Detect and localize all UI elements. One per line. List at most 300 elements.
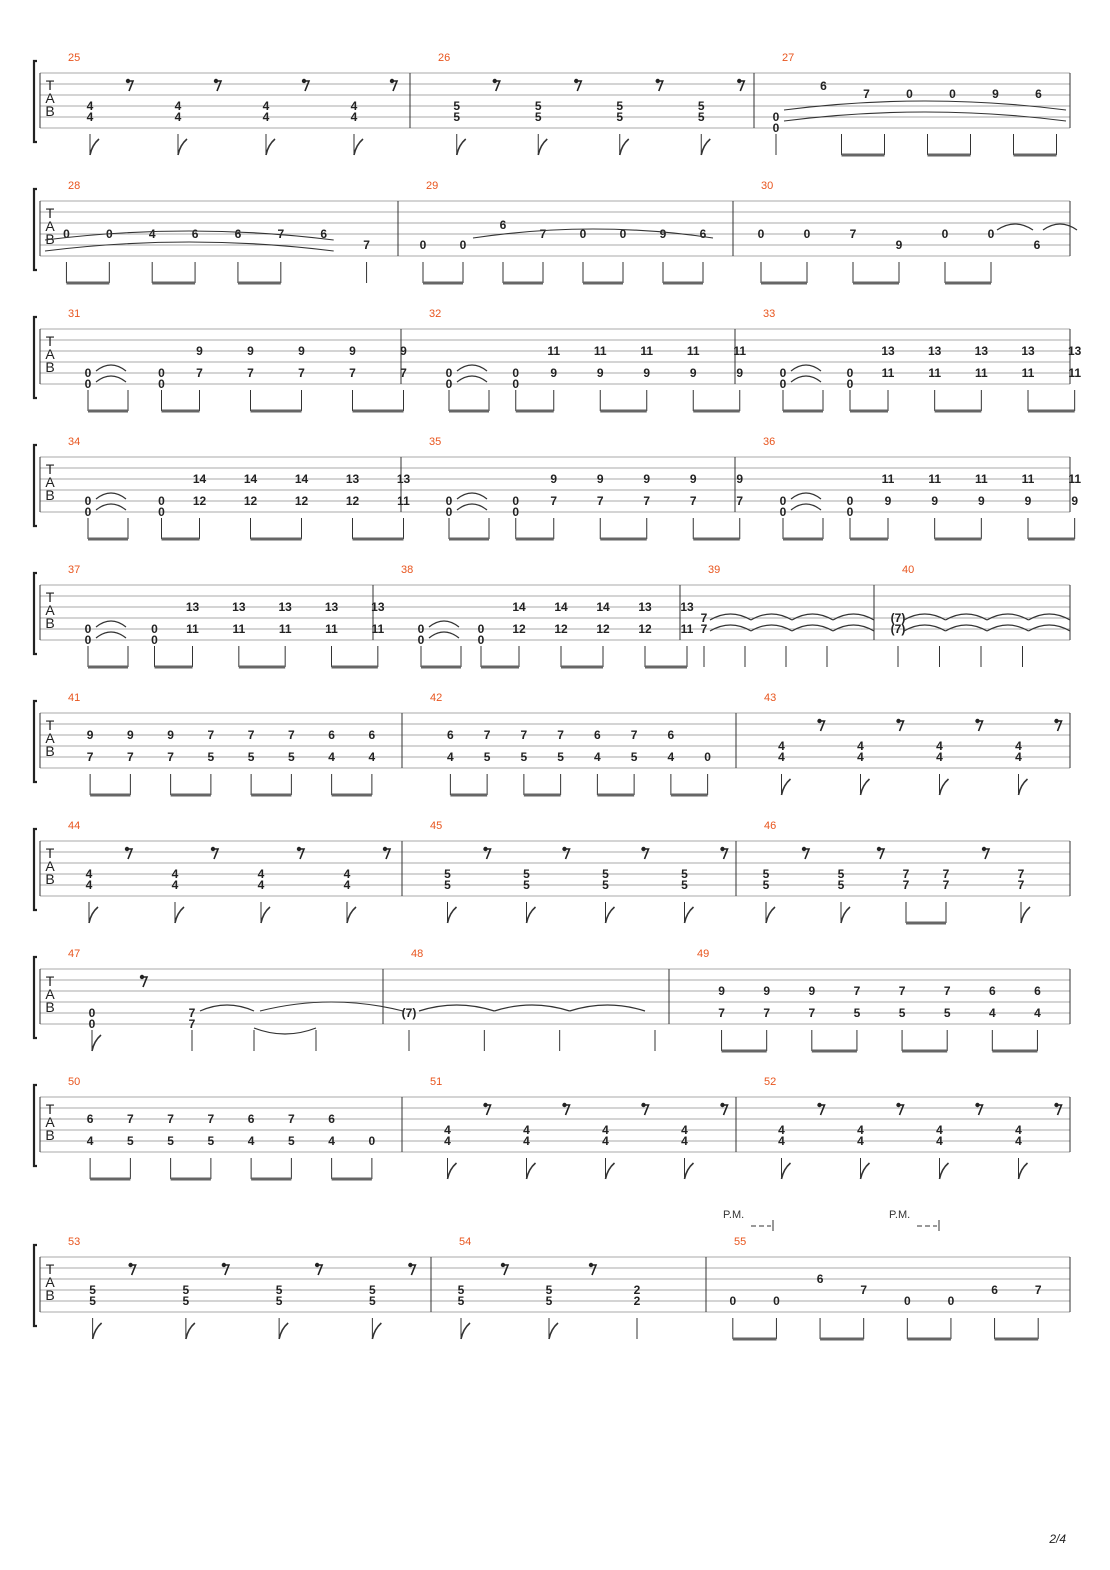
system-bracket [34,573,37,654]
fret-number: 13 [927,344,942,358]
fret-number: 9 [643,366,651,380]
fret-number: 9 [689,366,697,380]
tab-clef-letter: B [45,359,55,375]
fret-number: 0 [419,238,427,252]
fret-number: 6 [320,227,328,241]
beam [88,538,128,541]
fret-number: 5 [247,750,255,764]
measure-number: 36 [763,436,776,448]
fret-number: 5 [837,878,845,892]
fret-number: 0 [947,1294,955,1308]
system-bracket [34,1245,37,1326]
measure-number: 52 [764,1076,777,1088]
fret-number: 9 [596,366,604,380]
fret-number: 0 [445,505,453,519]
slur [260,1002,403,1011]
tie [457,504,487,510]
tab-clef-letter: B [45,615,55,631]
fret-number: 4 [988,1006,996,1020]
tie [997,224,1033,230]
fret-number: 7 [520,728,528,742]
fret-number: 4 [85,867,93,881]
tab-clef-letter: A [45,858,55,874]
fret-number: 13 [345,472,360,486]
fret-number: 0 [84,633,92,647]
fret-number: 4 [262,110,270,124]
fret-number: 0 [151,622,158,636]
beam [645,666,687,669]
fret-number: 11 [974,472,988,486]
tie [791,504,821,510]
tie [1029,614,1071,620]
fret-number: 5 [207,750,215,764]
tie [96,493,126,499]
fret-number: 13 [974,344,989,358]
tie [96,365,126,371]
page-number: 2/4 [1049,1532,1066,1546]
fret-number: 4 [857,739,864,753]
fret-number: 12 [554,622,568,636]
fret-number: 6 [699,227,707,241]
slur [45,231,334,240]
fret-number: 7 [277,227,285,241]
system-bracket [34,957,37,1038]
note-flag [457,139,466,155]
tie [96,621,126,627]
fret-number: 7 [557,728,564,742]
fret-number: 11 [640,344,654,358]
fret-number: 6 [328,1112,335,1126]
fret-number: 0 [445,494,453,508]
fret-number: 7 [188,1006,196,1020]
tab-clef-letter: B [45,1287,55,1303]
beam [945,282,991,285]
fret-number: 7 [539,227,547,241]
fret-number: 0 [846,366,854,380]
measure-number: 30 [761,180,774,192]
tie [946,614,988,620]
fret-number: 7 [1017,867,1025,881]
fret-number: 4 [343,867,351,881]
fret-number: 4 [857,750,864,764]
fret-number: 5 [853,1006,861,1020]
fret-number: 0 [445,377,453,391]
tab-clef-letter: A [45,602,55,618]
fret-number: 7 [363,238,370,252]
fret-number: 0 [773,1294,780,1308]
measure-number: 42 [430,692,443,704]
fret-number: 6 [1035,87,1042,101]
tie [96,632,126,638]
fret-number: 2 [633,1294,641,1308]
fret-number: 7 [942,867,950,881]
fret-number: 13 [371,600,385,614]
fret-number: 4 [257,878,265,892]
note-flag [261,907,270,923]
tab-clef-letter: A [45,346,55,362]
fret-number: 5 [369,1283,376,1297]
fret-number: 11 [1021,366,1035,380]
beam [850,410,888,413]
fret-number: 11 [881,366,895,380]
tie [791,493,821,499]
measure-number: 49 [697,948,710,960]
fret-number: 4 [368,750,376,764]
note-flag [685,907,694,923]
beam [516,410,554,413]
fret-number: 5 [616,110,624,124]
fret-number: (7) [890,622,906,636]
fret-number: 7 [127,1112,134,1126]
fret-number: 0 [512,494,520,508]
fret-number: 7 [288,728,295,742]
tab-clef-letter: B [45,231,55,247]
fret-number: 7 [898,984,906,998]
beam [353,538,404,541]
fret-number: 11 [1068,366,1082,380]
fret-number: 6 [991,1283,998,1297]
beam [935,410,982,413]
tie [946,625,988,631]
fret-number: 0 [158,494,165,508]
fret-number: 4 [85,878,93,892]
fret-number: 5 [898,1006,906,1020]
fret-number: 5 [534,99,542,113]
fret-number: 5 [182,1294,190,1308]
beam [251,538,302,541]
fret-number: 6 [1034,984,1041,998]
tie [710,614,751,620]
tab-clef-letter: A [45,1274,55,1290]
fret-number: 4 [778,1134,785,1148]
note-flag [1019,1163,1028,1179]
fret-number: 9 [718,984,725,998]
fret-number: 7 [400,366,407,380]
fret-number: 0 [579,227,587,241]
fret-number: 9 [196,344,203,358]
fret-number: 11 [1021,472,1035,486]
note-flag [448,907,457,923]
note-flag [620,139,629,155]
fret-number: 7 [943,984,951,998]
fret-number: 5 [369,1294,376,1308]
fret-number: 0 [84,377,92,391]
fret-number: 0 [105,227,113,241]
note-flag [175,907,184,923]
fret-number: 7 [188,1017,196,1031]
fret-number: 7 [349,366,356,380]
beam [1014,154,1057,157]
tie [904,614,946,620]
fret-number: 0 [151,633,158,647]
fret-number: 0 [779,494,787,508]
fret-number: 7 [736,494,744,508]
beam [239,666,285,669]
fret-number: 0 [477,633,485,647]
beam [820,1338,864,1341]
fret-number: 0 [84,494,92,508]
beam [88,410,128,413]
measure-number: 34 [68,436,81,448]
beam [671,794,708,797]
tie [751,614,792,620]
beam [90,794,130,797]
fret-number: 7 [288,1112,295,1126]
fret-number: 4 [86,1134,94,1148]
tab-clef-letter: B [45,871,55,887]
fret-number: 0 [704,750,711,764]
fret-number: 5 [457,1294,465,1308]
fret-number: 13 [396,472,411,486]
palm-mute-label: P.M. [723,1209,745,1221]
tie [457,376,487,382]
tie [96,504,126,510]
fret-number: 11 [974,366,988,380]
note-flag [354,139,363,155]
fret-number: 9 [1071,494,1079,508]
fret-number: 5 [762,867,770,881]
tie [1043,224,1077,230]
fret-number: 6 [667,728,675,742]
tab-clef-letter: T [45,845,55,861]
fret-number: 5 [167,1134,174,1148]
beam [449,538,489,541]
fret-number: 4 [936,1123,943,1137]
measure-number: 43 [764,692,777,704]
beam [332,1178,372,1181]
fret-number: 11 [547,344,561,358]
tie [833,625,874,631]
fret-number: 13 [324,600,339,614]
measure-number: 51 [430,1076,443,1088]
beam [251,1178,291,1181]
fret-number: 14 [554,600,568,614]
fret-number: 6 [86,1112,94,1126]
fret-number: 14 [243,472,258,486]
fret-number: 5 [630,750,638,764]
fret-number: 9 [659,227,667,241]
fret-number: 5 [602,878,609,892]
measure-number: 50 [68,1076,81,1088]
tab-clef-letter: T [45,1101,55,1117]
fret-number: 0 [63,227,70,241]
system-bracket [34,1085,37,1166]
fret-number: 9 [977,494,985,508]
fret-number: 7 [643,494,651,508]
fret-number: 12 [243,494,258,508]
fret-number: 9 [127,728,134,742]
tab-clef-letter: A [45,90,55,106]
fret-number: 4 [681,1123,688,1137]
fret-number: 6 [820,79,827,93]
fret-number: 4 [523,1123,530,1137]
fret-number: 5 [453,99,461,113]
fret-number: 7 [700,622,708,636]
measure-number: 37 [68,564,81,576]
fret-number: 4 [1015,1123,1022,1137]
fret-number: 4 [936,1134,943,1148]
tab-clef-letter: B [45,103,55,119]
beam [162,410,200,413]
note-flag [940,1163,949,1179]
fret-number: 6 [499,218,507,232]
fret-number: 4 [343,878,351,892]
beam [171,1178,211,1181]
note-flag [92,1035,101,1051]
tab-clef-letter: T [45,205,55,221]
beam [902,1050,947,1053]
fret-number: 5 [89,1283,96,1297]
fret-number: 4 [328,750,335,764]
fret-number: 0 [158,377,165,391]
fret-number: 0 [417,622,425,636]
note-flag [685,1163,694,1179]
tab-clef-letter: T [45,1261,55,1277]
note-flag [279,1323,288,1339]
tie [710,625,751,631]
fret-number: 11 [371,622,385,636]
beam [516,538,554,541]
tab-clef-letter: T [45,973,55,989]
fret-number: 5 [523,867,530,881]
fret-number: 4 [171,867,179,881]
tab-clef-letter: A [45,730,55,746]
fret-number: 7 [902,867,910,881]
fret-number: 0 [846,494,854,508]
fret-number: 5 [534,110,542,124]
fret-number: 7 [1017,878,1025,892]
fret-number: 4 [602,1123,609,1137]
fret-number: 6 [594,728,601,742]
beam [66,282,109,285]
beam [1028,410,1075,413]
beam [935,538,982,541]
note-flag [782,1163,791,1179]
system-bracket [34,445,37,526]
fret-number: 4 [350,110,358,124]
fret-number: 7 [167,750,174,764]
measure-number: 41 [68,692,81,704]
fret-number: 7 [630,728,638,742]
tab-clef-letter: A [45,986,55,1002]
fret-number: 5 [762,878,770,892]
fret-number: 0 [803,227,811,241]
fret-number: 4 [602,1134,609,1148]
measure-number: 39 [708,564,721,576]
beam [992,1050,1037,1053]
tie [987,625,1029,631]
fret-number: 7 [808,1006,816,1020]
fret-number: 5 [681,867,688,881]
note-flag [782,779,791,795]
fret-number: 7 [247,366,254,380]
fret-number: 13 [680,600,694,614]
fret-number: 9 [550,472,558,486]
measure-number: 47 [68,948,81,960]
fret-number: 6 [191,227,199,241]
fret-number: 5 [182,1283,190,1297]
note-flag [861,779,870,795]
fret-number: 9 [596,472,604,486]
note-flag [178,139,187,155]
fret-number: 4 [1015,750,1022,764]
fret-number: 0 [619,227,627,241]
beam [812,1050,857,1053]
fret-number: 5 [681,878,688,892]
fret-number: 7 [849,227,857,241]
fret-number: 6 [234,227,242,241]
note-flag [549,1323,558,1339]
fret-number: 4 [778,739,785,753]
beam [928,154,971,157]
beam [88,666,128,669]
fret-number: 6 [368,728,376,742]
fret-number: 11 [881,472,895,486]
fret-number: 13 [278,600,292,614]
beam [853,282,899,285]
fret-number: 0 [88,1017,96,1031]
beam [722,1050,767,1053]
fret-number: 4 [681,1134,688,1148]
fret-number: 11 [593,344,607,358]
fret-number: 0 [772,121,780,135]
fret-number: 0 [512,505,520,519]
system-bracket [34,829,37,910]
fret-number: 9 [884,494,892,508]
fret-number: 11 [325,622,338,636]
note-flag [606,1163,615,1179]
fret-number: 7 [902,878,910,892]
note-flag [527,1163,536,1179]
tie [429,632,459,638]
measure-number: 45 [430,820,443,832]
note-flag [1021,907,1030,923]
fret-number: 9 [247,344,254,358]
fret-number: 9 [298,344,305,358]
fret-number: 11 [928,366,942,380]
fret-number: 0 [941,227,949,241]
note-flag [527,907,536,923]
measure-number: 31 [68,308,81,320]
fret-number: 5 [457,1283,465,1297]
fret-number: 5 [444,867,451,881]
note-flag [940,779,949,795]
fret-number: 9 [167,728,174,742]
fret-number: 0 [779,505,787,519]
tie [570,1005,645,1011]
beam [332,794,372,797]
fret-number: 11 [733,344,747,358]
fret-number: 9 [992,87,999,101]
beam [761,282,807,285]
beam [850,538,888,541]
beam [733,1338,777,1341]
fret-number: 4 [778,1123,785,1137]
system-bracket [34,61,37,142]
fret-number: 5 [602,867,609,881]
measure-number: 35 [429,436,442,448]
fret-number: 5 [275,1283,283,1297]
fret-number: 9 [86,728,94,742]
measure-number: 27 [782,52,795,64]
fret-number: 0 [84,366,92,380]
note-flag [461,1323,470,1339]
palm-mute-label: P.M. [889,1209,911,1221]
fret-number: 7 [718,1006,725,1020]
note-flag [701,139,710,155]
beam [450,794,487,797]
fret-number: 14 [192,472,207,486]
